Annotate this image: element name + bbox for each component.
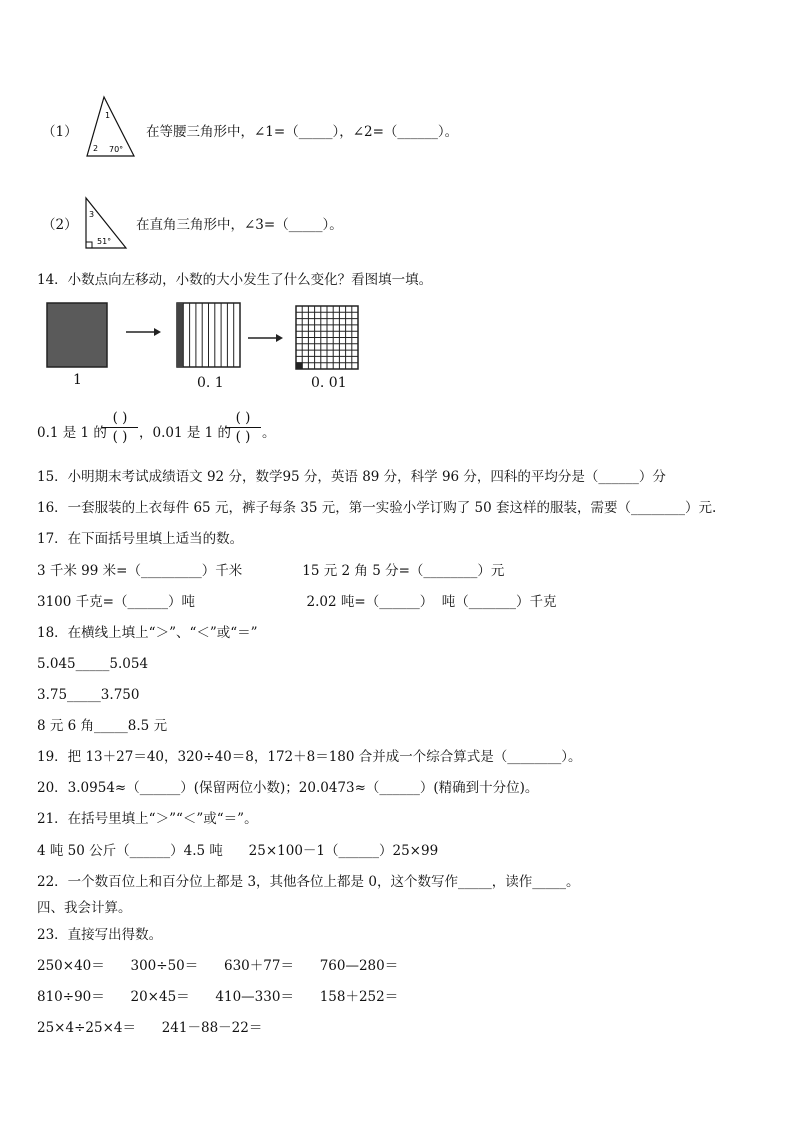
q17-row2: 3100 千克=（______）吨 2.02 吨=（______） 吨（_______）千克 xyxy=(37,594,557,610)
q23-row1: 250×40＝ 300÷50＝ 630＋77＝ 760—280＝ xyxy=(37,958,399,974)
q13-p2-number: （2） xyxy=(42,217,78,233)
angle-70-label: 70° xyxy=(109,145,124,154)
q21-row1: 4 吨 50 公斤（______）4.5 吨 25×100－1（______）25×99 xyxy=(37,843,439,859)
tenths-square xyxy=(177,303,240,367)
q18-row2: 3.75_____3.750 xyxy=(37,687,140,703)
q18-row3: 8 元 6 角_____8.5 元 xyxy=(37,718,168,734)
q14-answer-a: 0.1 是 1 的 xyxy=(37,425,107,441)
label-hundredth: 0. 01 xyxy=(311,375,347,391)
whole-square xyxy=(47,303,107,367)
q13-p1-text: 在等腰三角形中，∠1=（_____），∠2=（______）。 xyxy=(146,124,459,140)
q16-text: 16．一套服装的上衣每件 65 元，裤子每条 35 元，第一实验小学订购了 50 套这样的服装，需要（________）元. xyxy=(37,500,717,516)
q23-text: 23．直接写出得数。 xyxy=(37,927,163,943)
hundredths-square xyxy=(296,306,358,369)
q13-p2-text: 在直角三角形中，∠3=（_____）。 xyxy=(136,217,343,233)
right-triangle-figure xyxy=(82,195,130,251)
q17-row1: 3 千米 99 米=（_________）千米 15 元 2 角 5 分=（________）元 xyxy=(37,563,505,579)
q19-text: 19．把 13＋27＝40，320÷40＝8，172＋8＝180 合并成一个综合算式是（________）。 xyxy=(37,749,582,765)
q18-text: 18．在横线上填上“＞”、“＜”或“＝” xyxy=(37,625,258,641)
q21-text: 21．在括号里填上“＞”“＜”或“＝”。 xyxy=(37,811,258,827)
q14-text: 14．小数点向左移动，小数的大小发生了什么变化？看图填一填。 xyxy=(37,272,433,288)
q14-answer-b: ，0.01 是 1 的 xyxy=(139,425,232,441)
angle-1-label: 1 xyxy=(105,111,111,120)
arrow-icon xyxy=(154,328,161,336)
label-one: 1 xyxy=(73,372,82,388)
q15-text: 15．小明期末考试成绩语文 92 分，数学95 分，英语 89 分，科学 96 分，四科的平均分是（______）分 xyxy=(37,469,666,485)
q22-text: 22．一个数百位上和百分位上都是 3，其他各位上都是 0，这个数写作_____，读作_____。 xyxy=(37,874,580,890)
q18-row1: 5.045_____5.054 xyxy=(37,656,149,672)
q17-text: 17．在下面括号里填上适当的数。 xyxy=(37,531,244,547)
arrow-icon xyxy=(276,334,283,342)
label-tenth: 0. 1 xyxy=(197,375,224,391)
q23-row2: 810÷90＝ 20×45＝ 410—330＝ 158＋252＝ xyxy=(37,989,399,1005)
q14-answer-end: 。 xyxy=(262,425,276,441)
q23-row3: 25×4÷25×4＝ 241－88－22＝ xyxy=(37,1020,263,1036)
section-4-heading: 四、我会计算。 xyxy=(37,900,132,916)
angle-2-label: 2 xyxy=(93,144,99,153)
q20-text: 20．3.0954≈（______）(保留两位小数)；20.0473≈（______）(精确到十分位)。 xyxy=(37,780,539,796)
angle-3-label: 3 xyxy=(89,210,95,219)
fraction-blank-1[interactable]: ( ) ( ) xyxy=(102,410,138,445)
angle-51-label: 51° xyxy=(97,237,112,246)
isosceles-triangle-figure xyxy=(84,94,138,160)
q13-p1-number: （1） xyxy=(42,124,78,140)
fraction-blank-2[interactable]: ( ) ( ) xyxy=(225,410,261,445)
